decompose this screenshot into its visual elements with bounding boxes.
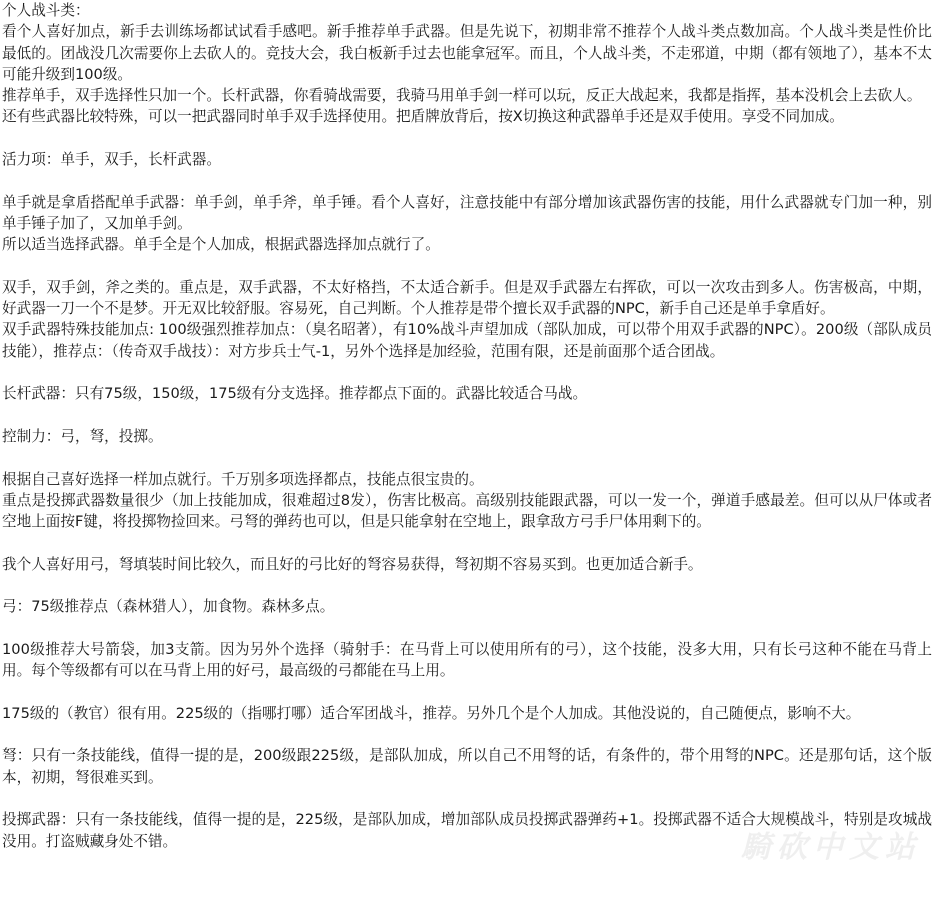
paragraph-bow-75: 弓：75级推荐点（森林猎人），加食物。森林多点。 [2, 598, 335, 616]
blank-line [2, 682, 932, 703]
paragraph-two-handed: 双手，双手剑，斧之类的。重点是，双手武器，不太好格挡，不太适合新手。但是双手武器左右挥砍，可以一次攻击到多人。伤害极高，中期，好武器一刀一个不是梦。开无双比较舒服。容易死，自己判断。个人推荐是带个擅长双手武器的NPC，新手自己还是单手拿盾好。 [2, 278, 932, 318]
paragraph-throwing-notes: 重点是投掷武器数量很少（加上技能加成，很难超过8发），伤害比极高。高级别技能跟武器，可以一发一个，弹道手感最差。但可以从尸体或者空地上面按F键，将投掷物捡回来。弓弩的弹药也可以，但是只能拿射在空地上，跟拿敌方弓手尸体用剩下的。 [2, 491, 932, 531]
blank-line [2, 447, 932, 468]
paragraph-one-handed: 单手就是拿盾搭配单手武器：单手剑，单手斧，单手锤。看个人喜好，注意技能中有部分增加该武器伤害的技能，用什么武器就专门加一种，别单手锤子加了，又加单手剑。 [2, 193, 932, 232]
blank-line [2, 405, 932, 426]
paragraph-special-weapons: 还有些武器比较特殊，可以一把武器同时单手双手选择使用。把盾牌放背后，按X切换这种武器单手还是双手使用。享受不同加成。 [2, 108, 844, 126]
paragraph-choose-one: 根据自己喜好选择一样加点就行。千万别多项选择都点，技能点很宝贵的。 [2, 470, 484, 488]
paragraph-control-skills: 控制力：弓，弩，投掷。 [2, 427, 163, 445]
blank-line [2, 532, 932, 553]
article-body [2, 0, 932, 852]
blank-line [2, 575, 932, 596]
paragraph-two-handed-perks: 双手武器特殊技能加点: 100级强烈推荐加点：（臭名昭著），有10%战斗声望加成（部队加成，可以带个用双手武器的NPC）。200级（部队成员技能），推荐点：（传奇双手战技）：对方步兵士气-1，另外个选择是加经验，范围有限，还是前面那个适合团战。 [2, 321, 932, 360]
paragraph-bow-175-225: 175级的（教官）很有用。225级的（指哪打哪）适合军团战斗，推荐。另外几个是个人加成。其他没说的，自己随便点，影响不大。 [2, 704, 861, 722]
paragraph-bow-100: 100级推荐大号箭袋，加3支箭。因为另外个选择（骑射手：在马背上可以使用所有的弓），这个技能，没多大用，只有长弓这种不能在马背上用。每个等级都有可以在马背上用的好弓，最高级的弓都能在马上用。 [2, 640, 932, 680]
paragraph-intro: 看个人喜好加点，新手去训练场都试试看手感吧。新手推荐单手武器。但是先说下，初期非常不推荐个人战斗类点数加高。个人战斗类是性价比最低的。团战没几次需要你上去砍人的。竞技大会，我白板新手过去也能拿冠军。而且，个人战斗类，不走邪道，中期（都有领地了），基本不太可能升级到100级。 [2, 23, 932, 83]
paragraph-vigor-skills: 活力项：单手，双手，长杆武器。 [2, 151, 221, 169]
blank-line [2, 256, 932, 277]
blank-line [2, 128, 932, 149]
blank-line [2, 618, 932, 639]
section-heading-personal-combat: 个人战斗类： [2, 2, 90, 19]
paragraph-one-handed-choice: 所以适当选择武器。单手全是个人加成，根据武器选择加点就行了。 [2, 236, 440, 254]
blank-line [2, 362, 932, 383]
blank-line [2, 788, 932, 809]
paragraph-bow-preference: 我个人喜好用弓，弩填装时间比较久，而且好的弓比好的弩容易获得，弩初期不容易买到。也更加适合新手。 [2, 555, 703, 573]
blank-line [2, 170, 932, 191]
paragraph-polearm: 长杆武器：只有75级，150级，175级有分支选择。推荐都点下面的。武器比较适合马战。 [2, 385, 588, 403]
paragraph-crossbow: 弩：只有一条技能线，值得一提的是，200级跟225级，是部队加成，所以自己不用弩的话，有条件的，带个用弩的NPC。还是那句话，这个版本，初期，弩很难买到。 [2, 747, 932, 786]
paragraph-recommend-one-handed: 推荐单手，双手选择性只加一个。长杆武器，你看骑战需要，我骑马用单手剑一样可以玩，反正大战起来，我都是指挥，基本没机会上去砍人。 [2, 87, 922, 105]
paragraph-throwing: 投掷武器：只有一条技能线，值得一提的是，225级，是部队加成，增加部队成员投掷武器弹药+1。投掷武器不适合大规模战斗，特别是攻城战没用。打盗贼藏身处不错。 [2, 811, 932, 850]
blank-line [2, 724, 932, 745]
site-watermark: 騎砍中文站 [741, 830, 921, 865]
